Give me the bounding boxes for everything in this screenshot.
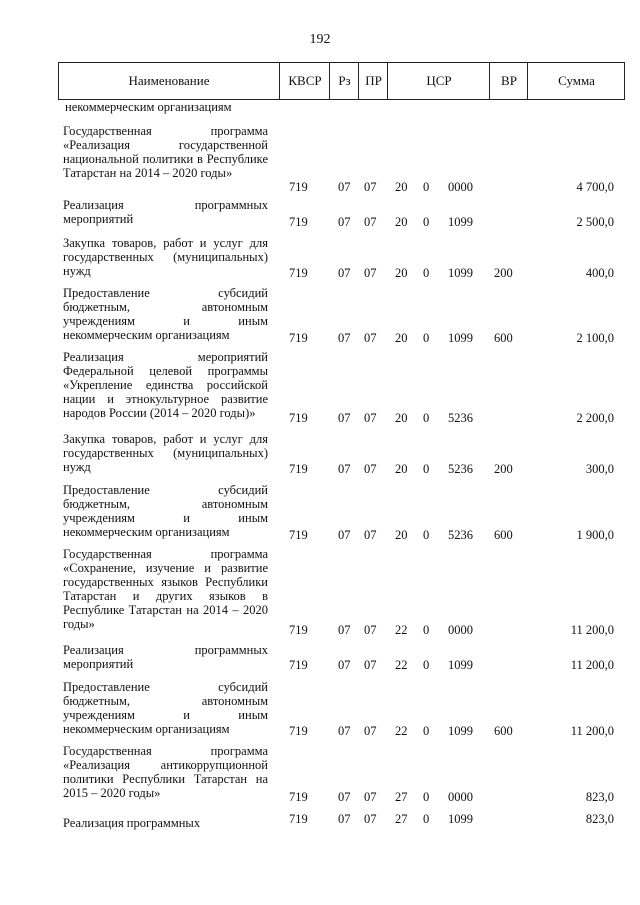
row-sum: 2 100,0 (576, 331, 614, 345)
row-csr-direction: 5236 (448, 462, 473, 476)
row-kvsr: 719 (289, 790, 308, 804)
row-name: Закупка товаров, работ и услуг для государственных (муниципальных) нужд (63, 432, 268, 474)
row-pr: 07 (364, 266, 377, 280)
header-rz: Рз (329, 63, 359, 99)
row-kvsr: 719 (289, 812, 308, 826)
row-sum: 823,0 (585, 790, 614, 804)
row-csr-program: 27 (395, 812, 408, 826)
row-csr-program: 20 (395, 180, 408, 194)
row-csr-direction: 1099 (448, 724, 473, 738)
row-pr: 07 (364, 658, 377, 672)
row-name: Предоставление субсидий бюджетным, автономным учреждениям и иным некоммерческим организациям (63, 483, 268, 539)
row-csr-subprogram: 0 (423, 724, 430, 738)
row-csr-program: 20 (395, 266, 408, 280)
row-csr-direction: 1099 (448, 812, 473, 826)
row-rz: 07 (338, 215, 351, 229)
row-name: Государственная программа «Реализация государственной национальной политики в Республике Татарстан на 2014 – 2020 годы» (63, 124, 268, 180)
row-name: Реализация программных мероприятий (63, 198, 268, 226)
row-csr-subprogram: 0 (423, 528, 430, 542)
row-pr: 07 (364, 411, 377, 425)
row-csr-direction: 1099 (448, 658, 473, 672)
row-kvsr: 719 (289, 462, 308, 476)
page-number: 192 (309, 32, 331, 47)
row-rz: 07 (338, 528, 351, 542)
row-rz: 07 (338, 411, 351, 425)
row-pr: 07 (364, 623, 377, 637)
header-vr: ВР (489, 63, 528, 99)
row-name: Государственная программа «Сохранение, изучение и развитие государственных языков Республики Татарстан и других языков в Республике Татарстан на 2014 – 2020 годы» (63, 547, 268, 631)
row-csr-subprogram: 0 (423, 658, 430, 672)
row-kvsr: 719 (289, 411, 308, 425)
row-csr-subprogram: 0 (423, 215, 430, 229)
row-rz: 07 (338, 623, 351, 637)
row-pr: 07 (364, 462, 377, 476)
row-sum: 4 700,0 (576, 180, 614, 194)
row-vr: 600 (494, 528, 513, 542)
row-csr-direction: 1099 (448, 331, 473, 345)
row-name: Реализация программных (63, 816, 201, 830)
row-pr: 07 (364, 790, 377, 804)
row-csr-program: 20 (395, 462, 408, 476)
row-csr-program: 20 (395, 411, 408, 425)
header-kvsr: КВСР (279, 63, 330, 99)
row-rz: 07 (338, 266, 351, 280)
table-header (58, 62, 625, 100)
row-pr: 07 (364, 331, 377, 345)
row-rz: 07 (338, 790, 351, 804)
row-rz: 07 (338, 812, 351, 826)
row-rz: 07 (338, 331, 351, 345)
row-sum: 823,0 (585, 812, 614, 826)
row-csr-subprogram: 0 (423, 790, 430, 804)
row-csr-direction: 1099 (448, 215, 473, 229)
header-csr: ЦСР (387, 63, 490, 99)
row-pr: 07 (364, 180, 377, 194)
row-kvsr: 719 (289, 724, 308, 738)
row-kvsr: 719 (289, 623, 308, 637)
continued-text: некоммерческим организациям (65, 100, 232, 114)
row-csr-subprogram: 0 (423, 623, 430, 637)
row-sum: 11 200,0 (570, 658, 614, 672)
row-sum: 11 200,0 (570, 724, 614, 738)
row-kvsr: 719 (289, 215, 308, 229)
row-kvsr: 719 (289, 658, 308, 672)
row-kvsr: 719 (289, 331, 308, 345)
row-csr-subprogram: 0 (423, 180, 430, 194)
row-sum: 400,0 (585, 266, 614, 280)
row-sum: 2 200,0 (576, 411, 614, 425)
row-name: Реализация мероприятий Федеральной целевой программы «Укрепление единства российской нации и этнокультурное развитие народов России (2014 – 2020 годы)» (63, 350, 268, 420)
row-rz: 07 (338, 180, 351, 194)
row-pr: 07 (364, 724, 377, 738)
row-pr: 07 (364, 528, 377, 542)
row-csr-program: 22 (395, 658, 408, 672)
row-sum: 300,0 (585, 462, 614, 476)
row-csr-subprogram: 0 (423, 411, 430, 425)
row-name: Закупка товаров, работ и услуг для государственных (муниципальных) нужд (63, 236, 268, 278)
row-csr-subprogram: 0 (423, 812, 430, 826)
row-sum: 11 200,0 (570, 623, 614, 637)
row-vr: 200 (494, 462, 513, 476)
row-pr: 07 (364, 812, 377, 826)
row-vr: 200 (494, 266, 513, 280)
row-name: Реализация программных мероприятий (63, 643, 268, 671)
row-name: Государственная программа «Реализация антикоррупционной политики Республики Татарстан на 2015 – 2020 годы» (63, 744, 268, 800)
header-sum: Сумма (527, 63, 625, 99)
row-csr-program: 22 (395, 724, 408, 738)
row-csr-program: 20 (395, 528, 408, 542)
row-vr: 600 (494, 331, 513, 345)
row-csr-direction: 1099 (448, 266, 473, 280)
row-name: Предоставление субсидий бюджетным, автономным учреждениям и иным некоммерческим организациям (63, 286, 268, 342)
row-csr-direction: 0000 (448, 623, 473, 637)
row-kvsr: 719 (289, 528, 308, 542)
row-csr-program: 27 (395, 790, 408, 804)
row-rz: 07 (338, 462, 351, 476)
row-csr-subprogram: 0 (423, 266, 430, 280)
row-csr-direction: 0000 (448, 180, 473, 194)
row-csr-program: 20 (395, 331, 408, 345)
row-csr-subprogram: 0 (423, 331, 430, 345)
header-pr: ПР (358, 63, 388, 99)
row-vr: 600 (494, 724, 513, 738)
row-csr-direction: 0000 (448, 790, 473, 804)
row-csr-program: 22 (395, 623, 408, 637)
row-sum: 1 900,0 (576, 528, 614, 542)
row-pr: 07 (364, 215, 377, 229)
row-kvsr: 719 (289, 180, 308, 194)
row-rz: 07 (338, 658, 351, 672)
row-csr-subprogram: 0 (423, 462, 430, 476)
row-kvsr: 719 (289, 266, 308, 280)
row-rz: 07 (338, 724, 351, 738)
header-name: Наименование (128, 73, 210, 88)
row-sum: 2 500,0 (576, 215, 614, 229)
row-csr-direction: 5236 (448, 411, 473, 425)
row-csr-program: 20 (395, 215, 408, 229)
row-csr-direction: 5236 (448, 528, 473, 542)
row-name: Предоставление субсидий бюджетным, автономным учреждениям и иным некоммерческим организациям (63, 680, 268, 736)
